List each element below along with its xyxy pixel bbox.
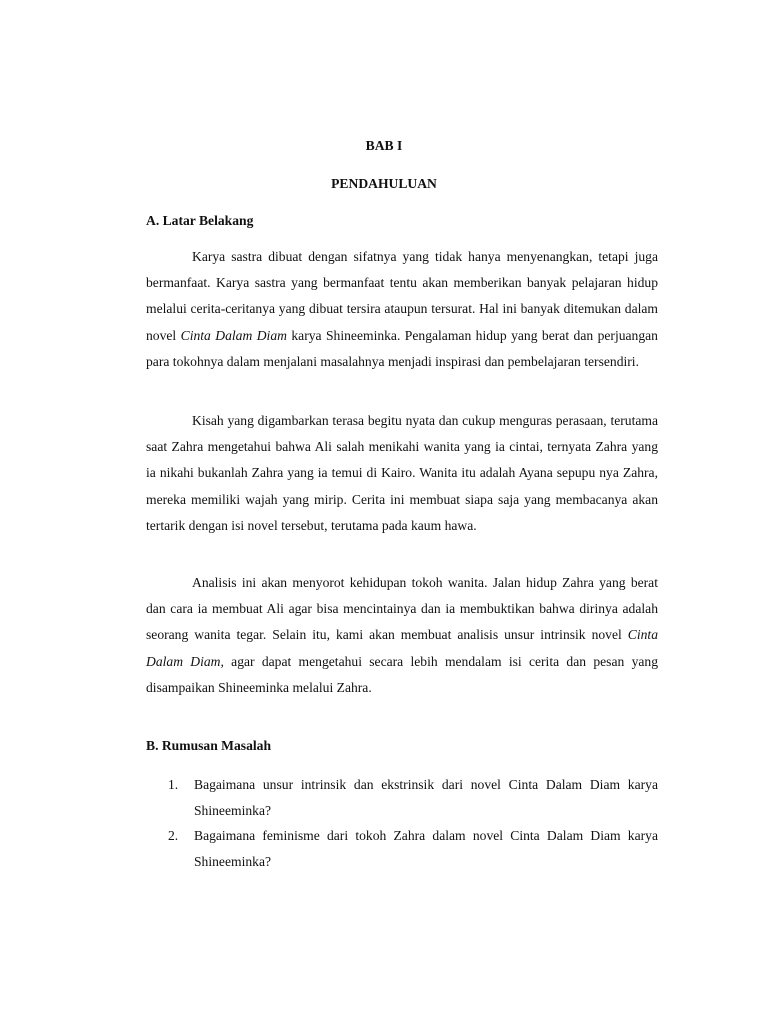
section-heading-rumusan-masalah: B. Rumusan Masalah [146, 738, 272, 753]
list-item-number: 1. [168, 777, 179, 792]
paragraph-1-text-before: Karya sastra dibuat dengan sifatnya yang tidak hanya menyenangkan, tetapi juga bermanfaat. Karya sastra yang bermanfaat tentu akan memberikan banyak pelajaran hidup melalui cerita-ceritanya yang dibuat tersira ataupun tersurat. Hal ini banyak ditemukan dalam novel [146, 249, 658, 343]
list-item-text: Bagaimana unsur intrinsik dan ekstrinsik dari novel Cinta Dalam Diam karya Shineeminka? [194, 777, 658, 818]
paragraph-1 [146, 244, 658, 375]
section-heading-latar-belakang: A. Latar Belakang [146, 213, 254, 228]
paragraph-3 [146, 570, 658, 701]
paragraph-2 [146, 408, 658, 539]
chapter-title: PENDAHULUAN [331, 176, 437, 191]
paragraph-1-text-after: karya Shineeminka. Pengalaman hidup yang berat dan perjuangan para tokohnya dalam menjalani masalahnya menjadi inspirasi dan pembelajaran tersendiri. [146, 327, 658, 369]
list-item-text: Bagaimana feminisme dari tokoh Zahra dalam novel Cinta Dalam Diam karya Shineeminka? [194, 828, 658, 869]
paragraph-3-novel-title: Cinta Dalam Diam, [146, 627, 658, 669]
paragraph-3-text-after: agar dapat mengetahui secara lebih mendalam isi cerita dan pesan yang disampaikan Shineeminka melalui Zahra. [146, 653, 658, 695]
paragraph-2-text: Kisah yang digambarkan terasa begitu nyata dan cukup menguras perasaan, terutama saat Zahra mengetahui bahwa Ali salah menikahi wanita yang ia cintai, ternyata Zahra yang ia nikahi bukanlah Zahra yang ia temui di Kairo. Wanita itu adalah Ayana sepupu nya Zahra, mereka memiliki wajah yang mirip. Cerita ini membuat siapa saja yang membacanya akan tertarik dengan isi novel tersebut, terutama pada kaum hawa. [146, 413, 658, 533]
paragraph-3-text-before: Analisis ini akan menyorot kehidupan tokoh wanita. Jalan hidup Zahra yang berat dan cara ia membuat Ali agar bisa mencintainya dan ia membuktikan bahwa dirinya adalah seorang wanita tegar. Selain itu, kami akan membuat analisis unsur intrinsik novel [146, 575, 658, 643]
list-item [146, 823, 658, 874]
chapter-number: BAB I [365, 138, 403, 153]
paragraph-1-novel-title: Cinta Dalam Diam [180, 327, 287, 343]
list-item-number: 2. [168, 828, 179, 843]
problem-list [146, 772, 658, 874]
list-item [146, 772, 658, 823]
